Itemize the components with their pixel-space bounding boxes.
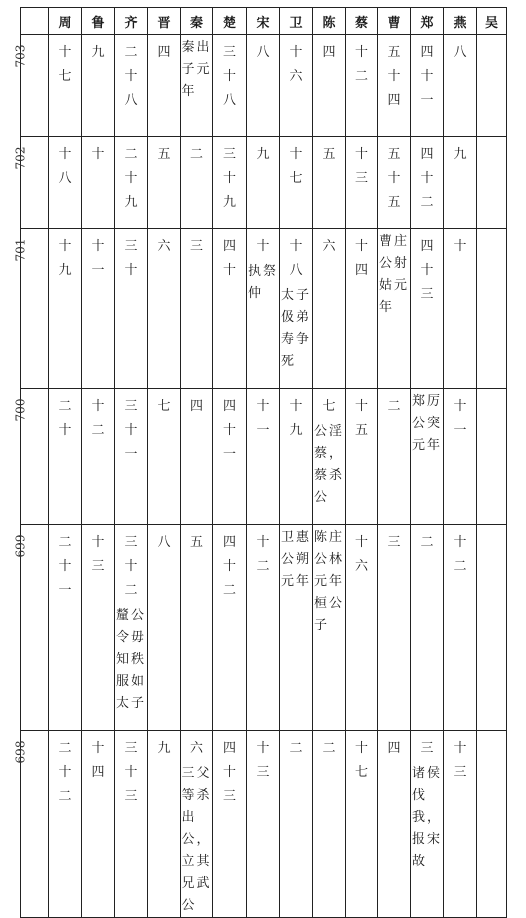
state-header: 宋	[247, 8, 280, 35]
state-year-cell	[280, 35, 313, 137]
reign-year-number: 十六	[354, 535, 368, 574]
state-header: 楚	[213, 8, 247, 35]
state-year-cell	[213, 137, 247, 229]
event-note: 陈庄公林元年桓公子	[314, 530, 345, 633]
state-year-cell	[444, 229, 477, 389]
state-year-cell	[313, 731, 346, 918]
reign-year-number: 十五	[354, 399, 368, 438]
reign-year-number: 六	[189, 741, 203, 756]
reign-year-number: 六	[322, 239, 336, 254]
state-year-cell	[82, 137, 115, 229]
year-label: 703	[13, 44, 28, 68]
year-label: 698	[13, 740, 28, 764]
state-year-cell	[115, 731, 148, 918]
state-year-cell	[82, 731, 115, 918]
state-year-cell	[82, 229, 115, 389]
reign-year-number: 十三	[256, 741, 270, 780]
reign-year-number: 四	[157, 45, 171, 60]
year-label-cell	[13, 229, 49, 389]
reign-year-number: 五	[322, 147, 336, 162]
reign-year-number: 四十三	[222, 741, 236, 804]
event-note: 诸侯伐我，报宋故	[412, 766, 443, 869]
reign-year-number: 七	[322, 399, 336, 414]
event-note: 执祭仲	[248, 264, 279, 301]
reign-year-number: 十八	[58, 147, 72, 186]
state-header: 曹	[378, 8, 411, 35]
reign-year-number: 十三	[354, 147, 368, 186]
year-row	[21, 389, 507, 525]
year-label-cell	[13, 137, 49, 229]
state-year-cell	[346, 389, 378, 525]
year-label-cell	[13, 731, 49, 918]
reign-year-number: 十一	[453, 399, 467, 438]
state-year-cell	[477, 229, 507, 389]
state-header: 燕	[444, 8, 477, 35]
state-year-cell	[82, 389, 115, 525]
reign-year-number: 十一	[91, 239, 105, 278]
state-year-cell	[346, 229, 378, 389]
state-year-cell	[444, 389, 477, 525]
reign-year-number: 十一	[256, 399, 270, 438]
state-year-cell	[346, 137, 378, 229]
reign-year-number: 四十二	[222, 535, 236, 598]
state-year-cell	[148, 731, 181, 918]
state-year-cell	[313, 525, 346, 731]
reign-year-number: 十七	[354, 741, 368, 780]
state-year-cell	[411, 137, 444, 229]
state-year-cell	[378, 525, 411, 731]
state-year-cell	[115, 35, 148, 137]
reign-year-number: 三	[420, 741, 434, 756]
state-year-cell	[213, 229, 247, 389]
state-year-cell	[378, 35, 411, 137]
reign-year-number: 三十三	[124, 741, 138, 804]
state-year-cell	[313, 35, 346, 137]
state-year-cell	[346, 35, 378, 137]
state-header: 晋	[148, 8, 181, 35]
state-year-cell	[346, 731, 378, 918]
state-year-cell	[411, 525, 444, 731]
state-year-cell	[49, 389, 82, 525]
state-year-cell	[181, 731, 213, 918]
reign-year-number: 十二	[256, 535, 270, 574]
year-column-header	[21, 8, 49, 35]
event-note: 卫惠公朔元年	[281, 530, 312, 589]
reign-year-number: 十九	[289, 399, 303, 438]
state-year-cell	[280, 137, 313, 229]
reign-year-number: 四	[189, 399, 203, 414]
state-year-cell	[148, 525, 181, 731]
reign-year-number: 九	[256, 147, 270, 162]
year-row	[21, 731, 507, 918]
state-year-cell	[115, 137, 148, 229]
state-year-cell	[181, 389, 213, 525]
reign-year-number: 四	[387, 741, 401, 756]
reign-year-number: 四十二	[420, 147, 434, 210]
reign-year-number: 三十二	[124, 535, 138, 598]
reign-year-number: 三十	[124, 239, 138, 278]
state-year-cell	[247, 229, 280, 389]
reign-year-number: 四	[322, 45, 336, 60]
reign-year-number: 二十八	[124, 45, 138, 108]
reign-year-number: 十七	[289, 147, 303, 186]
reign-year-number: 十三	[91, 535, 105, 574]
state-year-cell	[247, 137, 280, 229]
state-year-cell	[378, 389, 411, 525]
reign-year-number: 五	[189, 535, 203, 550]
reign-year-number: 二	[387, 399, 401, 414]
chronology-table	[13, 7, 507, 918]
state-year-cell	[444, 35, 477, 137]
state-header: 秦	[181, 8, 213, 35]
state-year-cell	[247, 731, 280, 918]
reign-year-number: 二十二	[58, 741, 72, 804]
reign-year-number: 二十九	[124, 147, 138, 210]
year-label: 701	[13, 238, 28, 262]
reign-year-number: 二	[289, 741, 303, 756]
state-year-cell	[247, 389, 280, 525]
state-header: 陈	[313, 8, 346, 35]
state-year-cell	[213, 525, 247, 731]
reign-year-number: 五十五	[387, 147, 401, 210]
state-year-cell	[181, 229, 213, 389]
state-header: 郑	[411, 8, 444, 35]
reign-year-number: 十九	[58, 239, 72, 278]
year-label-cell	[13, 525, 49, 731]
year-label: 699	[13, 534, 28, 558]
year-row	[21, 137, 507, 229]
state-year-cell	[49, 731, 82, 918]
state-year-cell	[49, 525, 82, 731]
year-row	[21, 229, 507, 389]
year-row	[21, 35, 507, 137]
reign-year-number: 八	[453, 45, 467, 60]
state-year-cell	[82, 525, 115, 731]
state-year-cell	[477, 731, 507, 918]
reign-year-number: 二十一	[58, 535, 72, 598]
event-note: 郑厉公突元年	[412, 394, 443, 453]
state-year-cell	[313, 137, 346, 229]
state-year-cell	[148, 137, 181, 229]
reign-year-number: 八	[157, 535, 171, 550]
reign-year-number: 九	[453, 147, 467, 162]
state-year-cell	[280, 229, 313, 389]
reign-year-number: 七	[157, 399, 171, 414]
state-header: 鲁	[82, 8, 115, 35]
reign-year-number: 五	[157, 147, 171, 162]
state-year-cell	[378, 229, 411, 389]
state-year-cell	[411, 35, 444, 137]
state-year-cell	[181, 35, 213, 137]
reign-year-number: 十二	[354, 45, 368, 84]
reign-year-number: 四十一	[420, 45, 434, 108]
state-year-cell	[213, 389, 247, 525]
state-year-cell	[313, 229, 346, 389]
event-note: 太子伋弟寿争死	[281, 288, 312, 369]
state-year-cell	[477, 389, 507, 525]
year-row	[21, 525, 507, 731]
event-note: 三父等杀出公，立其兄武公	[181, 766, 212, 913]
reign-year-number: 五十四	[387, 45, 401, 108]
state-year-cell	[148, 35, 181, 137]
reign-year-number: 十二	[453, 535, 467, 574]
state-year-cell	[444, 137, 477, 229]
state-year-cell	[115, 525, 148, 731]
event-note: 釐公令毋知秩服如太子	[116, 608, 147, 711]
state-year-cell	[477, 525, 507, 731]
state-header: 吴	[477, 8, 507, 35]
event-note: 公淫蔡，蔡杀公	[314, 424, 345, 505]
reign-year-number: 十四	[91, 741, 105, 780]
state-year-cell	[247, 35, 280, 137]
state-year-cell	[247, 525, 280, 731]
reign-year-number: 三十九	[222, 147, 236, 210]
state-year-cell	[213, 731, 247, 918]
state-year-cell	[477, 137, 507, 229]
reign-year-number: 十八	[289, 239, 303, 278]
state-year-cell	[378, 137, 411, 229]
state-header: 蔡	[346, 8, 378, 35]
state-year-cell	[411, 731, 444, 918]
reign-year-number: 十二	[91, 399, 105, 438]
state-year-cell	[148, 229, 181, 389]
reign-year-number: 十	[256, 239, 270, 254]
year-label-cell	[13, 35, 49, 137]
reign-year-number: 十七	[58, 45, 72, 84]
year-label-cell	[13, 389, 49, 525]
reign-year-number: 四十	[222, 239, 236, 278]
state-header: 齐	[115, 8, 148, 35]
reign-year-number: 二	[189, 147, 203, 162]
year-label: 702	[13, 146, 28, 170]
state-year-cell	[148, 389, 181, 525]
reign-year-number: 九	[91, 45, 105, 60]
reign-year-number: 九	[157, 741, 171, 756]
state-year-cell	[181, 137, 213, 229]
state-year-cell	[280, 525, 313, 731]
reign-year-number: 二十	[58, 399, 72, 438]
state-year-cell	[477, 35, 507, 137]
state-year-cell	[49, 35, 82, 137]
state-year-cell	[444, 525, 477, 731]
reign-year-number: 十	[91, 147, 105, 162]
state-year-cell	[280, 389, 313, 525]
event-note: 曹庄公射姑元年	[379, 234, 410, 315]
state-year-cell	[49, 137, 82, 229]
reign-year-number: 四十三	[420, 239, 434, 302]
reign-year-number: 三十八	[222, 45, 236, 108]
state-year-cell	[280, 731, 313, 918]
event-note: 秦出子元年	[181, 40, 212, 99]
year-label: 700	[13, 398, 28, 422]
state-year-cell	[378, 731, 411, 918]
state-year-cell	[181, 525, 213, 731]
reign-year-number: 三	[189, 239, 203, 254]
reign-year-number: 十四	[354, 239, 368, 278]
state-year-cell	[115, 229, 148, 389]
reign-year-number: 二	[322, 741, 336, 756]
state-year-cell	[49, 229, 82, 389]
reign-year-number: 四十一	[222, 399, 236, 462]
reign-year-number: 十三	[453, 741, 467, 780]
reign-year-number: 十六	[289, 45, 303, 84]
state-year-cell	[411, 389, 444, 525]
reign-year-number: 三十一	[124, 399, 138, 462]
state-year-cell	[213, 35, 247, 137]
reign-year-number: 二	[420, 535, 434, 550]
state-year-cell	[444, 731, 477, 918]
state-year-cell	[346, 525, 378, 731]
state-year-cell	[411, 229, 444, 389]
reign-year-number: 六	[157, 239, 171, 254]
state-header: 周	[49, 8, 82, 35]
state-year-cell	[115, 389, 148, 525]
reign-year-number: 八	[256, 45, 270, 60]
state-year-cell	[313, 389, 346, 525]
state-header: 卫	[280, 8, 313, 35]
header-row	[21, 8, 507, 35]
state-year-cell	[82, 35, 115, 137]
reign-year-number: 十	[453, 239, 467, 254]
reign-year-number: 三	[387, 535, 401, 550]
